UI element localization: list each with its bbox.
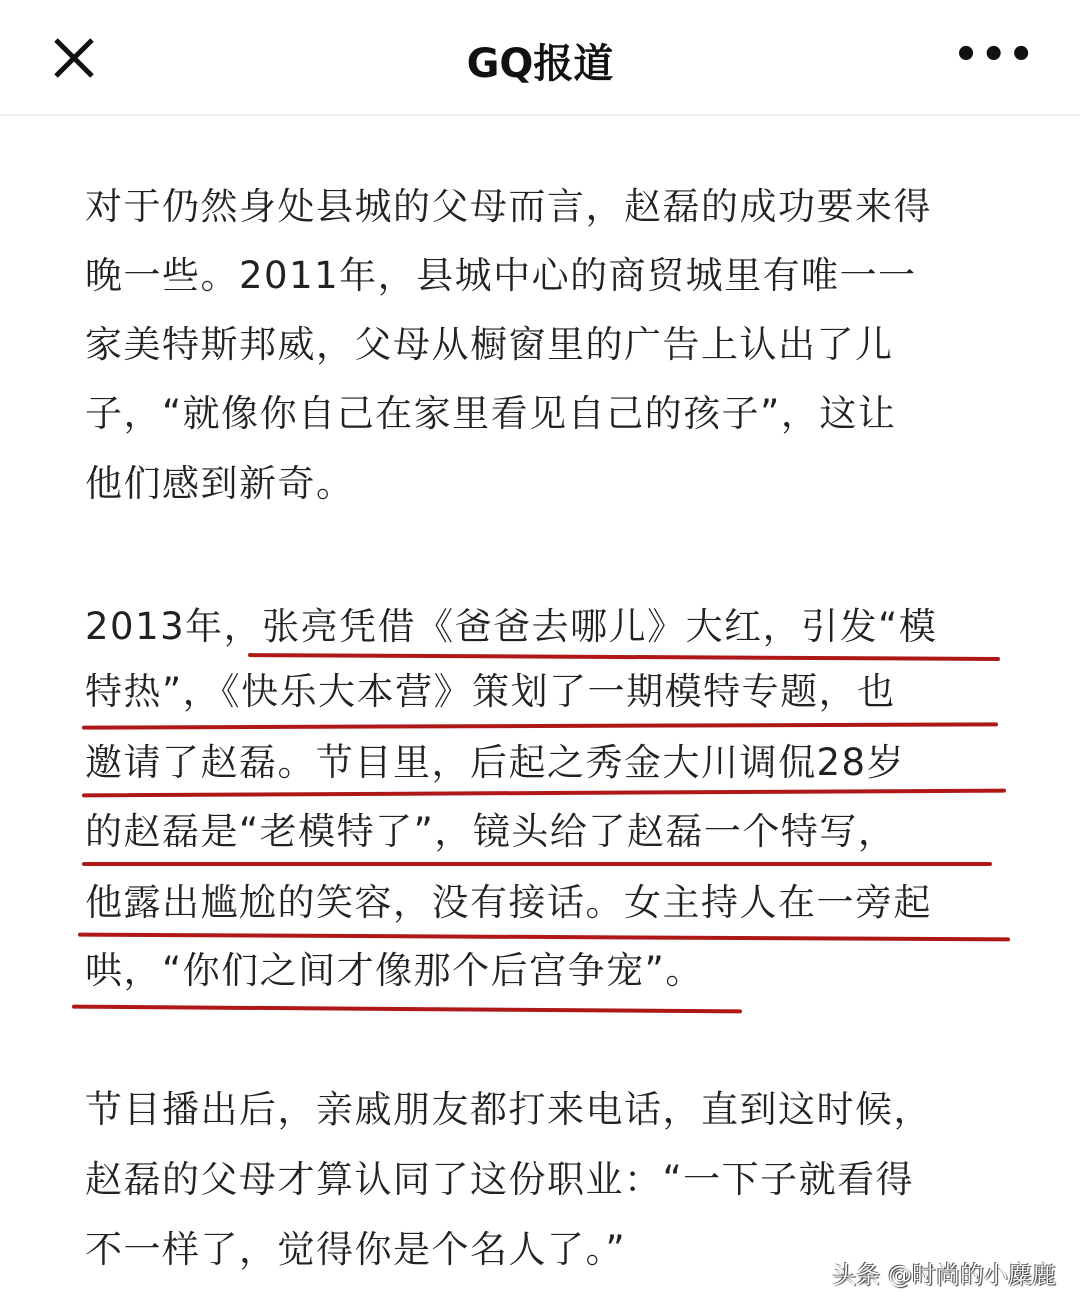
red-underline [82, 862, 992, 866]
top-bar [0, 0, 1080, 116]
more-icon[interactable]: ••• [953, 32, 1036, 78]
text-line: 不一样了，觉得你是个名人了。” [85, 1228, 627, 1271]
red-underline [82, 789, 1006, 798]
text-line: 邀请了赵磊。节目里，后起之秀金大川调侃28岁 [85, 741, 906, 784]
text-line: 赵磊的父母才算认同了这份职业：“一下子就看得 [85, 1158, 915, 1201]
text-line: 家美特斯邦威，父母从橱窗里的广告上认出了儿 [85, 323, 894, 366]
red-underline [78, 933, 1010, 942]
text-line: 对于仍然身处县城的父母而言，赵磊的成功要来得 [85, 185, 932, 228]
text-line: 特热”，《快乐大本营》策划了一期模特专题，也 [85, 670, 896, 713]
page-title: GQ报道 [466, 41, 614, 87]
text-line: 晚一些。2011年，县城中心的商贸城里有唯一一 [85, 254, 917, 297]
red-underline [248, 653, 1000, 661]
text-line: 2013年，张亮凭借《爸爸去哪儿》大红，引发“模 [85, 605, 938, 648]
text-line: 节目播出后，亲戚朋友都打来电话，直到这时候， [85, 1088, 932, 1131]
text-line: 哄，“你们之间才像那个后宫争宠”。 [85, 949, 704, 992]
text-line: 子，“就像你自己在家里看见自己的孩子”，这让 [85, 392, 897, 435]
red-underline [72, 1005, 742, 1014]
text-line: 的赵磊是“老模特了”，镜头给了赵磊一个特写， [85, 810, 897, 853]
red-underline [82, 722, 998, 729]
text-line: 他露出尴尬的笑容，没有接话。女主持人在一旁起 [85, 881, 932, 924]
watermark: 头条 @时尚的小麋鹿 [832, 1261, 1056, 1289]
text-line: 他们感到新奇。 [85, 462, 355, 505]
